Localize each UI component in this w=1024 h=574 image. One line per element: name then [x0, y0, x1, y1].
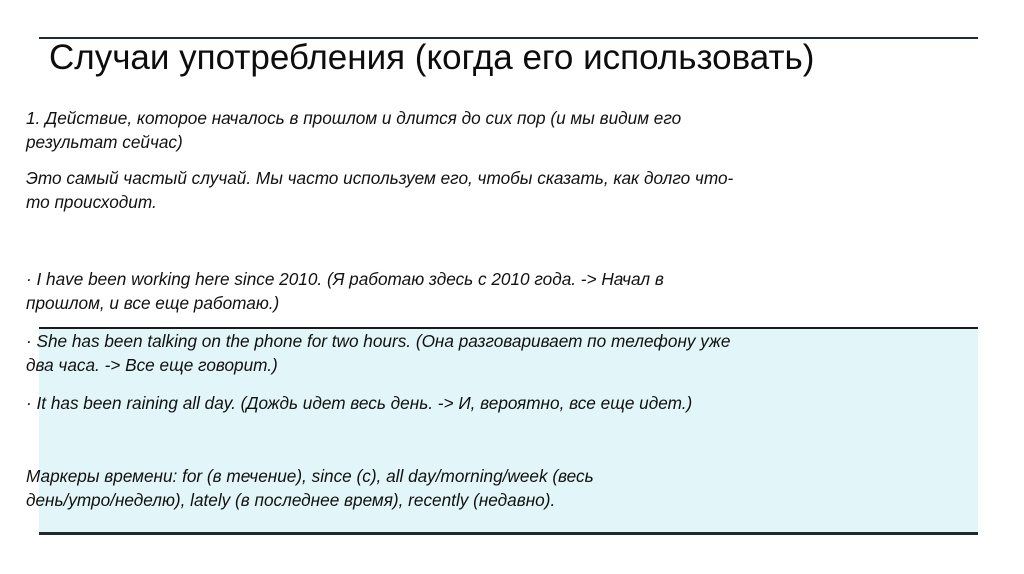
text-line: Это самый частый случай. Мы часто используем его, чтобы сказать, как долго что- — [26, 168, 734, 188]
text-line: прошлом, и все еще работаю.) — [26, 293, 280, 313]
example-raining — [26, 391, 692, 415]
paragraph-definition — [26, 106, 681, 154]
paragraph-frequency — [26, 166, 733, 214]
text-line: два часа. -> Все еще говорит.) — [26, 355, 278, 375]
example-working — [26, 267, 664, 315]
text-line: Маркеры времени: for (в течение), since (с), all day/morning/week (весь — [26, 466, 594, 486]
text-line: день/утро/неделю), lately (в последнее время), recently (недавно). — [26, 490, 556, 510]
text-line: результат сейчас) — [26, 132, 183, 152]
text-line: · She has been talking on the phone for two hours. (Она разговаривает по телефону уже — [26, 331, 731, 351]
text-line: то происходит. — [26, 192, 157, 212]
slide-title: Случаи употребления (когда его использовать) — [49, 38, 815, 77]
example-talking — [26, 329, 730, 377]
text-line: 1. Действие, которое началось в прошлом и длится до сих пор (и мы видим его — [26, 108, 682, 128]
time-markers — [26, 464, 594, 512]
text-line: · It has been raining all day. (Дождь идет весь день. -> И, вероятно, все еще идет.) — [26, 393, 693, 413]
text-line: · I have been working here since 2010. (Я работаю здесь с 2010 года. -> Начал в — [26, 269, 664, 289]
